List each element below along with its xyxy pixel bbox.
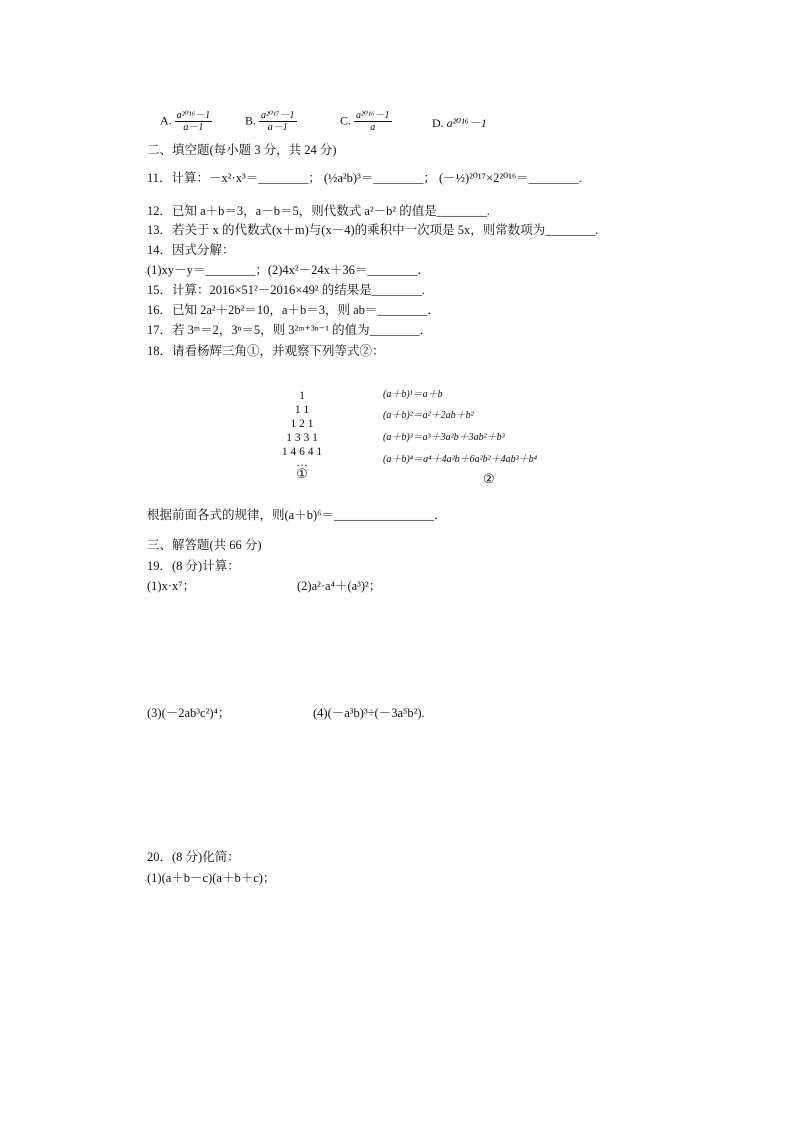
triangle-row-6: … bbox=[296, 457, 308, 469]
fraction bbox=[259, 110, 296, 133]
q19-part-2: (2)a²·a⁴＋(a³)²； bbox=[297, 579, 382, 593]
numerator: a²⁰¹⁶－1 bbox=[176, 110, 211, 121]
triangle-label: ① bbox=[296, 466, 308, 481]
question-11 bbox=[147, 170, 582, 186]
denominator: a－1 bbox=[267, 122, 288, 133]
question-15: 15．计算：2016×51²－2016×49² 的结果是________. bbox=[147, 283, 425, 297]
equation-2: (a＋b)²＝a²＋2ab＋b² bbox=[383, 410, 474, 421]
option-c bbox=[340, 110, 392, 133]
option-label: C. bbox=[340, 113, 352, 128]
equation-1: (a＋b)¹＝a＋b bbox=[383, 389, 443, 400]
q11-part-b: (½a²b)³＝________； bbox=[323, 171, 436, 185]
option-label: B. bbox=[245, 113, 257, 128]
equation-3: (a＋b)³＝a³＋3a²b＋3ab²＋b³ bbox=[383, 432, 505, 443]
equations-label: ② bbox=[483, 471, 495, 486]
denominator: a bbox=[370, 122, 376, 133]
question-12: 12．已知 a＋b＝3，a－b＝5，则代数式 a²－b² 的值是________. bbox=[147, 204, 490, 218]
q20-part-1: (1)(a＋b－c)(a＋b＋c)； bbox=[147, 871, 276, 885]
triangle-row-4: 1 3 3 1 bbox=[286, 432, 318, 444]
question-14: 14．因式分解： bbox=[147, 243, 235, 257]
question-17: 17．若 3ᵐ＝2，3ⁿ＝5，则 3²ᵐ⁺³ⁿ⁻¹ 的值为________． bbox=[147, 323, 433, 337]
q19-part-1: (1)x·x⁷； bbox=[147, 579, 196, 593]
question-16: 16．已知 2a²＋2b²＝10，a＋b＝3，则 ab＝________． bbox=[147, 303, 440, 317]
question-19: 19．(8 分)计算： bbox=[147, 559, 240, 573]
question-20: 20．(8 分)化简： bbox=[147, 850, 240, 864]
section2-title: 二、填空题(每小题 3 分，共 24 分) bbox=[147, 143, 337, 157]
triangle-row-5: 1 4 6 4 1 bbox=[281, 446, 323, 458]
triangle-row-2: 1 1 bbox=[294, 404, 310, 416]
option-b bbox=[245, 110, 297, 133]
option-d bbox=[432, 114, 487, 131]
denominator: a－1 bbox=[183, 122, 204, 133]
fraction bbox=[175, 110, 212, 133]
option-text: a²⁰¹⁶－1 bbox=[446, 116, 487, 130]
numerator: a²⁰¹⁶－1 bbox=[356, 110, 390, 121]
section3-title: 三、解答题(共 66 分) bbox=[147, 538, 262, 552]
option-label: D. bbox=[432, 116, 444, 130]
question-14-parts: (1)xy－y＝________；(2)4x²－24x＋36＝________． bbox=[147, 263, 430, 277]
question-13: 13．若关于 x 的代数式(x＋m)与(x－4)的乘积中一次项是 5x，则常数项为________. bbox=[147, 223, 599, 237]
option-a bbox=[160, 110, 212, 133]
option-label: A. bbox=[160, 113, 172, 128]
q11-part-c: (－½)²⁰¹⁷×2²⁰¹⁶＝________. bbox=[438, 171, 582, 185]
triangle-row-3: 1 2 1 bbox=[290, 418, 314, 430]
equation-4: (a＋b)⁴＝a⁴＋4a³b＋6a²b²＋4ab³＋b⁴ bbox=[383, 454, 538, 465]
q19-part-3: (3)(－2ab³c²)⁴； bbox=[147, 706, 231, 720]
question-18-rule: 根据前面各式的规律，则(a＋b)⁶＝________________． bbox=[147, 508, 447, 522]
triangle-row-1: 1 bbox=[299, 390, 305, 402]
q19-part-4: (4)(－a³b)³÷(－3a⁵b²). bbox=[313, 706, 425, 720]
q11-part-a: 11．计算：－x²·x³＝________； bbox=[147, 171, 321, 185]
fraction bbox=[354, 110, 391, 133]
numerator: a²⁰¹⁷－1 bbox=[261, 110, 295, 121]
question-18: 18．请看杨辉三角①，并观察下列等式②： bbox=[147, 344, 385, 358]
